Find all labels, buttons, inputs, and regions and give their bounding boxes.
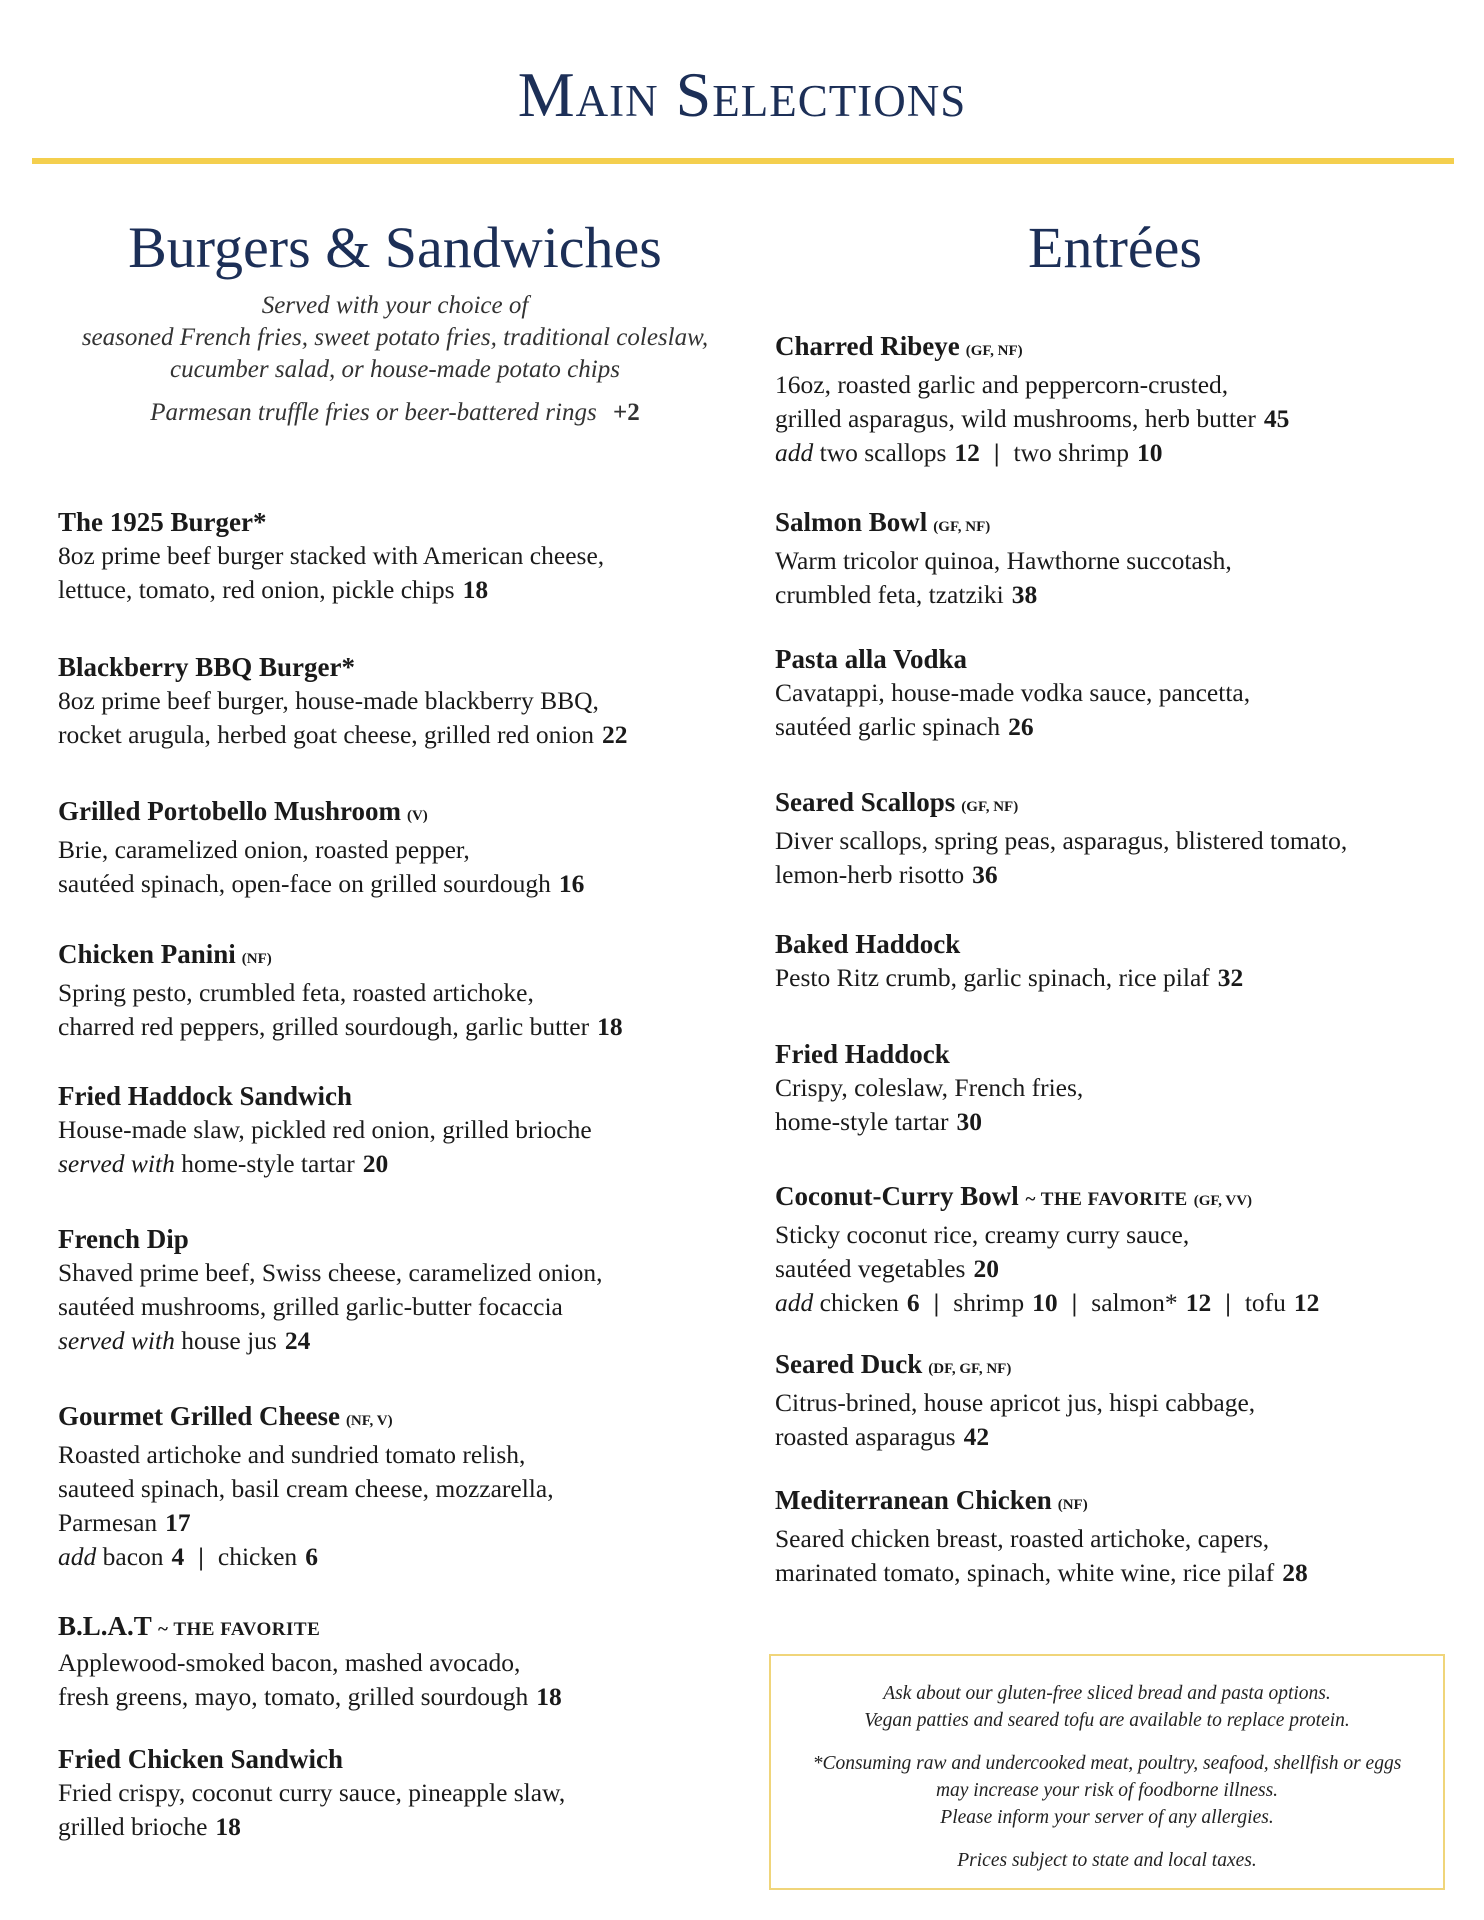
description-text: Warm tricolor quinoa, Hawthorne succotash,: [775, 546, 1232, 575]
menu-item-name-row: [775, 643, 1475, 676]
menu-item-name: Fried Haddock: [775, 1039, 950, 1069]
menu-item-name-row: [775, 1484, 1475, 1522]
menu-item-description: [775, 858, 1475, 892]
menu-item-description: [58, 1646, 758, 1680]
title-divider: [32, 158, 1454, 164]
menu-item-price: 42: [963, 1422, 990, 1451]
menu-item-description: [58, 867, 758, 901]
add-on-price: 12: [1293, 1288, 1320, 1317]
description-text: fresh greens, mayo, tomato, grilled sourdough: [58, 1682, 529, 1711]
description-text: Roasted artichoke and sundried tomato relish,: [58, 1440, 526, 1469]
menu-item-description: [58, 1438, 758, 1472]
menu-item-name: Baked Haddock: [775, 929, 961, 959]
description-text: Crispy, coleslaw, French fries,: [775, 1073, 1084, 1102]
served-with-text: house jus: [181, 1326, 277, 1355]
menu-item-description: [58, 1113, 758, 1147]
menu-item: [775, 643, 1475, 744]
menu-item-name: French Dip: [58, 1224, 189, 1254]
menu-item-name: Pasta alla Vodka: [775, 644, 968, 674]
menu-item-name-row: [58, 506, 758, 539]
menu-item-description: [775, 710, 1475, 744]
add-on-separator: |: [933, 1288, 940, 1317]
menu-item-description: [58, 1290, 758, 1324]
menu-item-price: 24: [284, 1326, 311, 1355]
menu-item-description: [58, 1506, 758, 1540]
description-text: sauteed spinach, basil cream cheese, mozzarella,: [58, 1474, 554, 1503]
menu-item: [58, 1223, 758, 1358]
menu-item-description: [775, 824, 1475, 858]
menu-item-description: [775, 676, 1475, 710]
note-line: Vegan patties and seared tofu are available to replace protein.: [864, 1710, 1350, 1731]
add-on-separator: |: [993, 438, 1000, 467]
menu-item-name: Mediterranean Chicken: [775, 1485, 1052, 1515]
description-text: sautéed spinach, open-face on grilled sourdough: [58, 869, 551, 898]
description-text: Pesto Ritz crumb, garlic spinach, rice pilaf: [775, 963, 1210, 992]
add-on-name: shrimp: [953, 1288, 1025, 1317]
menu-item-price: 16: [558, 869, 585, 898]
menu-item-description: [775, 1522, 1475, 1556]
menu-item-description: [775, 961, 1475, 995]
menu-item-description: [58, 539, 758, 573]
menu-item-name: Blackberry BBQ Burger*: [58, 652, 355, 682]
menu-item-price: 45: [1263, 404, 1290, 433]
dietary-tag: (DF, GF, NF): [928, 1361, 1012, 1377]
menu-item: [58, 1743, 758, 1844]
menu-item-description: [58, 833, 758, 867]
dietary-tag: (NF): [241, 951, 272, 967]
add-on-name: chicken: [217, 1542, 298, 1571]
notes-group-warning: [771, 1750, 1443, 1831]
served-with-text: home-style tartar: [181, 1149, 355, 1178]
menu-item-description: [58, 1472, 758, 1506]
menu-item-name-row: [58, 1743, 758, 1776]
menu-item-name: Chicken Panini: [58, 939, 236, 969]
served-with-label: served with: [58, 1149, 175, 1178]
description-text: sautéed mushrooms, grilled garlic-butter focaccia: [58, 1292, 563, 1321]
page-title: Main Selections: [517, 59, 967, 130]
add-on-price: 12: [1185, 1288, 1212, 1317]
description-text: Fried crispy, coconut curry sauce, pineapple slaw,: [58, 1778, 566, 1807]
menu-item: [775, 1180, 1475, 1320]
intro-line: seasoned French fries, sweet potato fries, traditional coleslaw,: [81, 324, 709, 351]
add-on-price: 10: [1137, 438, 1163, 467]
add-on-price: 6: [305, 1542, 318, 1571]
menu-item: [58, 938, 758, 1044]
menu-item-description: [775, 1105, 1475, 1139]
add-on-price: 12: [954, 438, 980, 467]
description-text: House-made slaw, pickled red onion, grilled brioche: [58, 1115, 592, 1144]
notes-group-tax: [771, 1847, 1443, 1874]
entrees-section-title: Entrées: [1028, 215, 1202, 280]
menu-item: [775, 330, 1475, 470]
note-line: Prices subject to state and local taxes.: [957, 1850, 1257, 1871]
menu-item: [58, 795, 758, 901]
menu-item-price: 18: [462, 575, 489, 604]
menu-item-description: [58, 718, 758, 752]
menu-item-description: [58, 1256, 758, 1290]
description-text: Applewood-smoked bacon, mashed avocado,: [58, 1648, 521, 1677]
menu-item-name: B.L.A.T: [58, 1611, 152, 1641]
menu-item-price: 32: [1217, 963, 1244, 992]
favorite-badge: ~ THE FAVORITE: [158, 1619, 321, 1640]
menu-item-price: 26: [1008, 712, 1034, 741]
description-text: 16oz, roasted garlic and peppercorn-crusted,: [775, 370, 1229, 399]
dietary-tag: (GF, NF): [961, 799, 1019, 815]
description-text: Citrus-brined, house apricot jus, hispi cabbage,: [775, 1388, 1256, 1417]
description-text: rocket arugula, herbed goat cheese, grilled red onion: [58, 720, 594, 749]
description-text: Seared chicken breast, roasted artichoke, capers,: [775, 1524, 1270, 1553]
dietary-tag: (GF, NF): [933, 519, 991, 535]
menu-item-name-row: [775, 1180, 1475, 1218]
menu-item: [775, 928, 1475, 995]
menu-item-description: [58, 1776, 758, 1810]
add-on-name: two shrimp: [1013, 438, 1129, 467]
menu-item-name-row: [58, 1223, 758, 1256]
add-on-name: chicken: [819, 1288, 899, 1317]
menu-item-description: [775, 368, 1475, 402]
description-text: sautéed garlic spinach: [775, 712, 1001, 741]
menu-item-description: [58, 1680, 758, 1714]
description-text: Brie, caramelized onion, roasted pepper,: [58, 835, 470, 864]
menu-item: [58, 1080, 758, 1181]
description-text: Parmesan: [58, 1508, 158, 1537]
dietary-tag: (GF, VV): [1193, 1193, 1253, 1209]
side-upgrade: [50, 399, 740, 427]
menu-item-description: [58, 1810, 758, 1844]
served-with-label: served with: [58, 1326, 175, 1355]
menu-item-name-row: [58, 1400, 758, 1438]
menu-item-description: [775, 1252, 1475, 1286]
menu-item-name-row: [775, 786, 1475, 824]
menu-item-name-row: [775, 1348, 1475, 1386]
menu-item-price: 18: [597, 1012, 623, 1041]
dietary-tag: (V): [406, 808, 428, 824]
burgers-section-title: Burgers & Sandwiches: [128, 215, 662, 280]
menu-item-price: 36: [972, 860, 998, 889]
menu-item-name-row: [775, 506, 1475, 544]
add-on-price: 6: [906, 1288, 920, 1317]
menu-item-description: [775, 402, 1475, 436]
add-on-label: add: [58, 1542, 97, 1571]
add-on-price: 10: [1032, 1288, 1058, 1317]
burgers-intro: [50, 290, 740, 386]
note-line: Please inform your server of any allergies.: [940, 1807, 1274, 1828]
description-text: lettuce, tomato, red onion, pickle chips: [58, 575, 455, 604]
description-text: sautéed vegetables: [775, 1254, 966, 1283]
menu-item-price: 20: [362, 1149, 389, 1178]
served-with-line: [58, 1147, 758, 1181]
menu-item: [775, 1038, 1475, 1139]
menu-item-name: Grilled Portobello Mushroom: [58, 796, 401, 826]
menu-item-name: Seared Scallops: [775, 787, 956, 817]
description-text: lemon-herb risotto: [775, 860, 965, 889]
menu-item: [58, 651, 758, 752]
description-text: grilled asparagus, wild mushrooms, herb butter: [775, 404, 1256, 433]
add-on-label: add: [775, 438, 814, 467]
notes-box: [769, 1654, 1445, 1890]
description-text: Cavatappi, house-made vodka sauce, pancetta,: [775, 678, 1251, 707]
menu-item: [775, 786, 1475, 892]
menu-item-name-row: [775, 1038, 1475, 1071]
menu-item: [58, 1400, 758, 1574]
note-line: may increase your risk of foodborne illness.: [935, 1780, 1279, 1801]
intro-line: Served with your choice of: [261, 292, 529, 319]
note-line: Ask about our gluten-free sliced bread and pasta options.: [883, 1683, 1331, 1704]
add-ons-line: [58, 1540, 758, 1574]
menu-item-name: Seared Duck: [775, 1349, 923, 1379]
description-text: marinated tomato, spinach, white wine, rice pilaf: [775, 1558, 1275, 1587]
add-on-name: salmon*: [1091, 1288, 1178, 1317]
menu-item-price: 22: [602, 720, 628, 749]
menu-item-name-row: [58, 795, 758, 833]
menu-item-description: [775, 1420, 1475, 1454]
favorite-badge: ~ THE FAVORITE: [1025, 1189, 1188, 1210]
menu-item-price: 30: [956, 1107, 982, 1136]
description-text: charred red peppers, grilled sourdough, garlic butter: [58, 1012, 590, 1041]
menu-item-name-row: [775, 928, 1475, 961]
side-upgrade-text: Parmesan truffle fries or beer-battered rings: [150, 399, 597, 426]
description-text: grilled brioche: [58, 1812, 208, 1841]
menu-item: [775, 1484, 1475, 1590]
add-on-name: bacon: [102, 1542, 164, 1571]
description-text: Spring pesto, crumbled feta, roasted artichoke,: [58, 978, 534, 1007]
description-text: Sticky coconut rice, creamy curry sauce,: [775, 1220, 1190, 1249]
menu-item-price: 18: [536, 1682, 562, 1711]
note-line: *Consuming raw and undercooked meat, poultry, seafood, shellfish or eggs: [812, 1753, 1402, 1774]
add-on-name: two scallops: [819, 438, 947, 467]
description-text: roasted asparagus: [775, 1422, 956, 1451]
description-text: home-style tartar: [775, 1107, 949, 1136]
menu-item-name-row: [58, 1610, 758, 1646]
menu-item-name: The 1925 Burger*: [58, 507, 267, 537]
description-text: Diver scallops, spring peas, asparagus, blistered tomato,: [775, 826, 1348, 855]
description-text: Shaved prime beef, Swiss cheese, caramelized onion,: [58, 1258, 603, 1287]
menu-item-price: 28: [1282, 1558, 1308, 1587]
add-on-label: add: [775, 1288, 814, 1317]
menu-item: [775, 1348, 1475, 1454]
menu-item-name: Fried Haddock Sandwich: [58, 1081, 353, 1111]
menu-item: [775, 506, 1475, 612]
menu-item-price: 17: [165, 1508, 191, 1537]
menu-item-description: [58, 684, 758, 718]
menu-item: [58, 506, 758, 607]
menu-item-price: 18: [215, 1812, 241, 1841]
menu-item-description: [775, 1218, 1475, 1252]
add-ons-line: [775, 436, 1475, 470]
menu-item-price: 20: [973, 1254, 999, 1283]
menu-item-description: [775, 578, 1475, 612]
menu-item-name-row: [58, 1080, 758, 1113]
menu-item: [58, 1610, 758, 1714]
dietary-tag: (NF, V): [345, 1413, 393, 1429]
intro-line: cucumber salad, or house-made potato chips: [170, 356, 620, 383]
add-on-separator: |: [1071, 1288, 1078, 1317]
menu-item-description: [775, 544, 1475, 578]
menu-item-description: [775, 1386, 1475, 1420]
menu-item-name: Coconut-Curry Bowl: [775, 1181, 1019, 1211]
add-on-price: 4: [171, 1542, 185, 1571]
dietary-tag: (NF): [1057, 1497, 1088, 1513]
menu-item-name: Fried Chicken Sandwich: [58, 1744, 344, 1774]
menu-item-name-row: [775, 330, 1475, 368]
menu-item-name-row: [58, 651, 758, 684]
menu-item-name-row: [58, 938, 758, 976]
menu-item-description: [775, 1071, 1475, 1105]
add-on-separator: |: [198, 1542, 204, 1571]
add-on-separator: |: [1225, 1288, 1231, 1317]
menu-item-description: [58, 976, 758, 1010]
menu-item-description: [58, 573, 758, 607]
dietary-tag: (GF, NF): [965, 343, 1023, 359]
menu-item-name: Gourmet Grilled Cheese: [58, 1401, 340, 1431]
menu-item-price: 38: [1011, 580, 1038, 609]
notes-group-options: [771, 1680, 1443, 1734]
menu-item-description: [58, 1010, 758, 1044]
add-on-name: tofu: [1244, 1288, 1286, 1317]
side-upgrade-price: +2: [612, 399, 640, 426]
served-with-line: [58, 1324, 758, 1358]
menu-item-name: Salmon Bowl: [775, 507, 928, 537]
menu-item-name: Charred Ribeye: [775, 331, 960, 361]
add-ons-line: [775, 1286, 1475, 1320]
description-text: 8oz prime beef burger, house-made blackberry BBQ,: [58, 686, 599, 715]
description-text: crumbled feta, tzatziki: [775, 580, 1004, 609]
description-text: 8oz prime beef burger stacked with American cheese,: [58, 541, 605, 570]
menu-item-description: [775, 1556, 1475, 1590]
